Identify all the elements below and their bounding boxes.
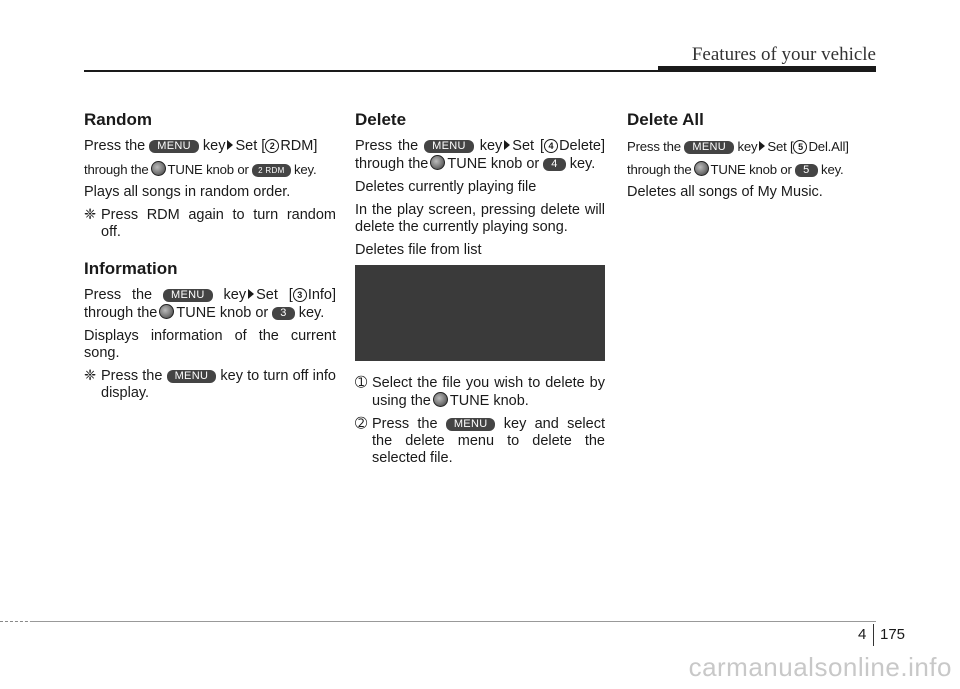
delete-step-1: ➀ Select the file you wish to delete by using the TUNE knob. (355, 375, 605, 409)
menu-key-icon: MENU (446, 418, 496, 431)
step-number-icon: ➁ (355, 416, 368, 432)
tune-knob-icon (430, 155, 445, 170)
heading-delete-all: Delete All (627, 110, 704, 129)
info-description: Displays information of the current song. (84, 328, 336, 361)
delete-all-instruction-line1: Press the MENU key Set [ 5 Del.All] (627, 139, 849, 154)
circled-number-icon: 4 (544, 139, 558, 153)
note-mark-icon: ❈ (84, 368, 97, 384)
heading-information: Information (84, 259, 178, 278)
menu-key-icon: MENU (163, 289, 213, 302)
page-number-separator (873, 624, 874, 646)
section-title: Features of your vehicle (691, 44, 876, 65)
number-key-icon: 5 (795, 164, 817, 177)
arrow-right-icon (504, 140, 510, 150)
menu-key-icon: MENU (167, 370, 217, 383)
tune-knob-icon (151, 161, 166, 176)
circled-number-icon: 2 (265, 139, 279, 153)
tune-knob-icon (694, 161, 709, 176)
note-mark-icon: ❈ (84, 207, 97, 223)
screen-image (355, 265, 605, 361)
delete-step-2: ➁ Press the MENU key and select the delete menu to delete the selected file. (355, 416, 605, 466)
number-key-icon: 3 (272, 307, 294, 320)
circled-number-icon: 5 (793, 140, 807, 154)
number-key-icon: 4 (543, 158, 565, 171)
menu-key-icon: MENU (149, 140, 199, 153)
step-number-icon: ➀ (355, 375, 368, 391)
random-instruction-line1: Press the MENU key Set [ 2 RDM] (84, 138, 318, 154)
column-left (84, 110, 336, 402)
page-number: 175 (880, 626, 906, 643)
arrow-right-icon (759, 141, 765, 151)
delete-description-2: In the play screen, pressing delete will delete the currently playing song. (355, 202, 605, 235)
heading-random: Random (84, 110, 152, 129)
delete-instruction: Press the MENU key Set [ 4 Delete] through the TUNE knob or 4 key. (355, 138, 606, 172)
delete-all-description: Deletes all songs of My Music. (627, 184, 823, 200)
header-divider-accent (658, 66, 876, 72)
info-instruction-line1: Press the MENU key Set [ 3 Info] through the TUNE knob or 3 key. (84, 287, 337, 321)
column-right (627, 110, 877, 207)
tune-knob-icon (159, 304, 174, 319)
column-middle (355, 110, 605, 473)
delete-all-instruction-line2: through the TUNE knob or 5 key. (627, 162, 844, 177)
arrow-right-icon (248, 289, 254, 299)
circled-number-icon: 3 (293, 288, 307, 302)
heading-delete: Delete (355, 110, 407, 129)
menu-key-icon: MENU (684, 141, 734, 154)
random-description: Plays all songs in random order. (84, 184, 291, 200)
footer-divider (30, 621, 876, 622)
menu-key-icon: MENU (424, 140, 474, 153)
delete-description-1: Deletes currently playing file (355, 179, 537, 195)
rdm-key-icon: 2 RDM (252, 164, 290, 177)
delete-description-3: Deletes file from list (355, 242, 482, 258)
watermark: carmanualsonline.info (688, 652, 952, 682)
info-note: ❈ Press the MENU key to turn off info display. (84, 368, 336, 401)
tune-knob-icon (433, 392, 448, 407)
random-note: ❈ Press RDM again to turn random off. (84, 207, 336, 240)
arrow-right-icon (227, 140, 233, 150)
random-instruction-line2: through the TUNE knob or 2 RDM key. (84, 162, 317, 177)
chapter-number: 4 (858, 626, 867, 643)
